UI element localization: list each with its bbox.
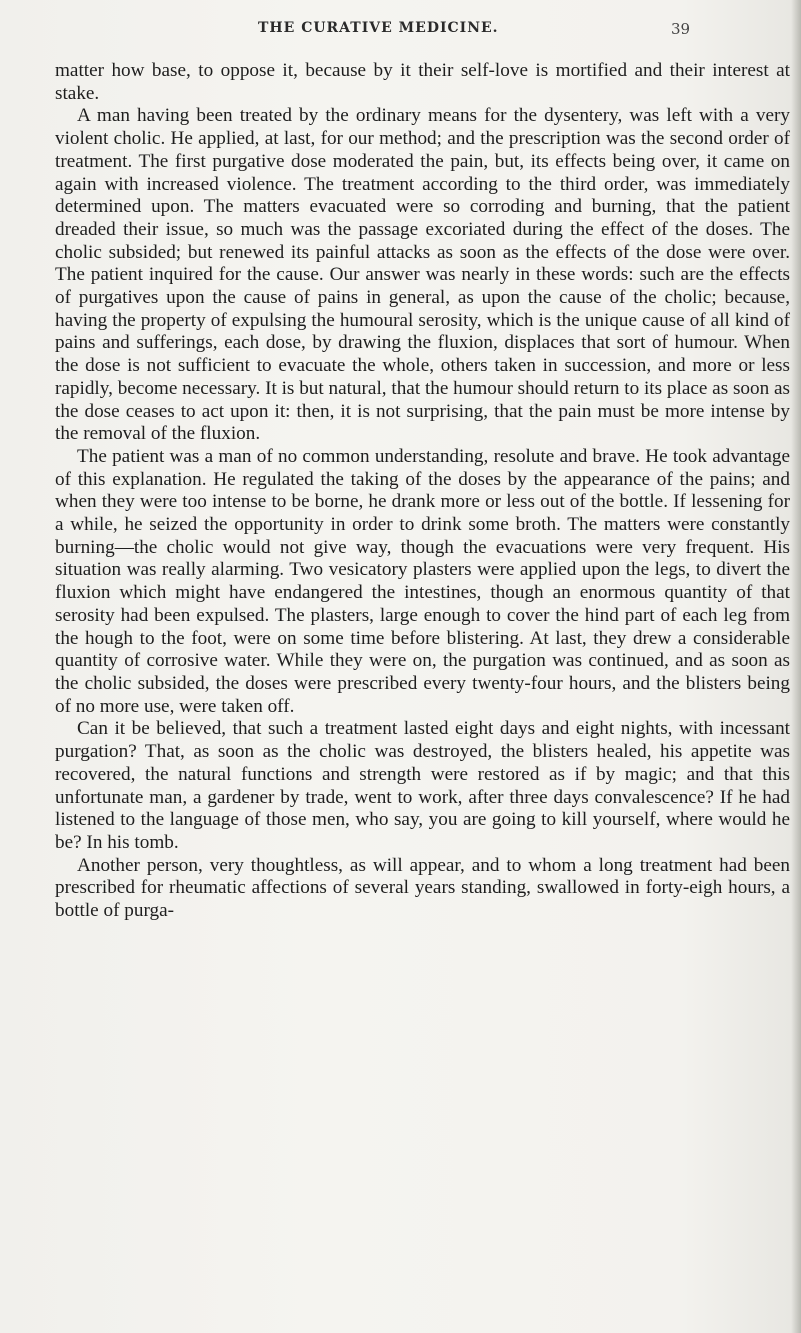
paragraph-continuation: matter how base, to oppose it, because by it their self-love is mortified and their interest at stake.: [55, 60, 790, 104]
page-edge-shadow: [791, 0, 801, 1333]
body-text: [55, 60, 790, 923]
running-head: THE CURATIVE MEDICINE.: [258, 20, 499, 36]
paragraph-another-person: Another person, very thoughtless, as will appear, and to whom a long treatment had been prescribed for rheumatic affections of several years standing, swallowed in forty-eigh hours, a bottle of purga-: [55, 854, 790, 922]
page-header: [0, 20, 801, 42]
paragraph-dysentery-case: A man having been treated by the ordinary means for the dysentery, was left with a very violent cholic. He applied, at last, for our method; and the prescription was the second order of treatment. The first purgative dose moderated the pain, but, its effects being over, it came on again with increased violence. The treatment according to the third order, was immediately determined upon. The matters evacuated were so corroding and burning, that the patient dreaded their issue, so much was the passage excoriated during the effect of the doses. The cholic subsided; but renewed its painful attacks as soon as the effects of the dose were over. The patient inquired for the cause. Our answer was nearly in these words: such are the effects of purgatives upon the cause of pains in general, as upon the cause of the cholic; because, having the property of expulsing the humoural serosity, which is the unique cause of all kind of pains and sufferings, each dose, by drawing the fluxion, displaces that sort of humour. When the dose is not sufficient to evacuate the whole, others taken in succession, and more or less rapidly, become necessary. It is but natural, that the humour should return to its place as soon as the dose ceases to act upon it: then, it is not surprising, that the pain must be more intense by the removal of the fluxion.: [55, 105, 790, 445]
page-number: 39: [671, 20, 691, 38]
paragraph-outcome: Can it be believed, that such a treatment lasted eight days and eight nights, with incessant purgation? That, as soon as the cholic was destroyed, the blisters healed, his appetite was recovered, the natural functions and strength were restored as if by magic; and that this unfortunate man, a gardener by trade, went to work, after three days convalescence? If he had listened to the language of those men, who say, you are going to kill yourself, where would he be? In his tomb.: [55, 718, 790, 853]
paragraph-patient-treatment: The patient was a man of no common understanding, resolute and brave. He took advantage of this explanation. He regulated the taking of the doses by the appearance of the pains; and when they were too intense to be borne, he drank more or less out of the bottle. If lessening for a while, he seized the opportunity in order to drink some broth. The matters were constantly burning—the cholic would not give way, though the evacuations were very frequent. His situation was really alarming. Two vesicatory plasters were applied upon the legs, to divert the fluxion which might have endangered the intestines, though an enormous quantity of that serosity had been expulsed. The plasters, large enough to cover the hind part of each leg from the hough to the foot, were on some time before blistering. At last, they drew a considerable quantity of corrosive water. While they were on, the purgation was continued, and as soon as the cholic subsided, the doses were prescribed every twenty-four hours, and the blisters being of no more use, were taken off.: [55, 445, 790, 717]
